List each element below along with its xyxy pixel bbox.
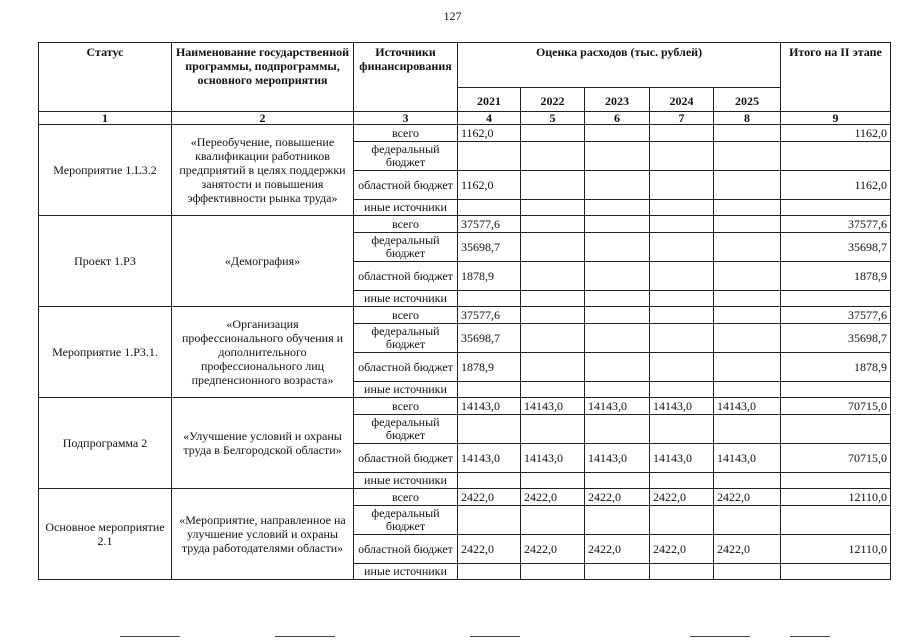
year-value bbox=[458, 473, 521, 489]
column-number: 5 bbox=[521, 112, 585, 125]
row-status: Мероприятие 1.L3.2 bbox=[39, 125, 172, 216]
year-value: 2422,0 bbox=[521, 535, 585, 564]
year-value bbox=[714, 125, 781, 142]
row-name: «Улучшение условий и охраны труда в Белгородской области» bbox=[172, 398, 354, 489]
year-value: 2422,0 bbox=[585, 489, 650, 506]
year-value bbox=[714, 262, 781, 291]
year-value bbox=[521, 262, 585, 291]
funding-source: областной бюджет bbox=[354, 353, 458, 382]
year-value bbox=[458, 142, 521, 171]
total-value: 1162,0 bbox=[781, 125, 891, 142]
funding-source: федеральный бюджет bbox=[354, 415, 458, 444]
year-value bbox=[585, 125, 650, 142]
year-value bbox=[650, 262, 714, 291]
funding-source: всего bbox=[354, 398, 458, 415]
year-value bbox=[650, 324, 714, 353]
column-numbers-row bbox=[39, 112, 891, 125]
total-value: 1878,9 bbox=[781, 353, 891, 382]
header-year: 2025 bbox=[714, 88, 781, 112]
year-value bbox=[521, 415, 585, 444]
header-expenses: Оценка расходов (тыс. рублей) bbox=[458, 43, 781, 88]
total-value bbox=[781, 473, 891, 489]
total-value bbox=[781, 415, 891, 444]
year-value bbox=[521, 564, 585, 580]
year-value: 2422,0 bbox=[650, 535, 714, 564]
table-row bbox=[39, 398, 891, 415]
year-value bbox=[521, 353, 585, 382]
total-value: 1878,9 bbox=[781, 262, 891, 291]
year-value bbox=[521, 216, 585, 233]
year-value bbox=[585, 262, 650, 291]
year-value: 35698,7 bbox=[458, 324, 521, 353]
funding-source: федеральный бюджет bbox=[354, 233, 458, 262]
year-value bbox=[585, 473, 650, 489]
header-name: Наименование государственной программы, подпрограммы, основного мероприятия bbox=[172, 43, 354, 112]
year-value bbox=[585, 142, 650, 171]
year-value bbox=[714, 324, 781, 353]
total-value: 12110,0 bbox=[781, 535, 891, 564]
year-value bbox=[458, 415, 521, 444]
column-number: 3 bbox=[354, 112, 458, 125]
year-value bbox=[650, 415, 714, 444]
header-year: 2023 bbox=[585, 88, 650, 112]
funding-source: иные источники bbox=[354, 473, 458, 489]
year-value bbox=[650, 291, 714, 307]
year-value bbox=[521, 324, 585, 353]
total-value: 70715,0 bbox=[781, 398, 891, 415]
expenses-table bbox=[38, 42, 891, 580]
year-value bbox=[521, 506, 585, 535]
row-status: Мероприятие 1.Р3.1. bbox=[39, 307, 172, 398]
funding-source: областной бюджет bbox=[354, 262, 458, 291]
year-value bbox=[521, 171, 585, 200]
year-value: 14143,0 bbox=[650, 398, 714, 415]
row-status: Проект 1.Р3 bbox=[39, 216, 172, 307]
year-value bbox=[650, 125, 714, 142]
funding-source: областной бюджет bbox=[354, 171, 458, 200]
total-value bbox=[781, 200, 891, 216]
year-value bbox=[585, 506, 650, 535]
year-value: 14143,0 bbox=[714, 398, 781, 415]
year-value bbox=[585, 216, 650, 233]
year-value: 14143,0 bbox=[521, 398, 585, 415]
year-value bbox=[585, 324, 650, 353]
year-value bbox=[521, 142, 585, 171]
total-value: 12110,0 bbox=[781, 489, 891, 506]
year-value bbox=[458, 291, 521, 307]
year-value bbox=[650, 171, 714, 200]
total-value bbox=[781, 506, 891, 535]
funding-source: областной бюджет bbox=[354, 535, 458, 564]
row-status: Подпрограмма 2 bbox=[39, 398, 172, 489]
year-value: 2422,0 bbox=[714, 489, 781, 506]
header-year: 2022 bbox=[521, 88, 585, 112]
year-value bbox=[714, 291, 781, 307]
column-number: 2 bbox=[172, 112, 354, 125]
year-value: 37577,6 bbox=[458, 307, 521, 324]
column-number: 9 bbox=[781, 112, 891, 125]
year-value bbox=[458, 200, 521, 216]
year-value bbox=[521, 382, 585, 398]
total-value bbox=[781, 382, 891, 398]
table-row bbox=[39, 125, 891, 142]
year-value bbox=[714, 200, 781, 216]
table-row bbox=[39, 307, 891, 324]
year-value bbox=[458, 564, 521, 580]
column-number: 7 bbox=[650, 112, 714, 125]
year-value: 1878,9 bbox=[458, 353, 521, 382]
year-value bbox=[585, 307, 650, 324]
year-value bbox=[650, 506, 714, 535]
year-value bbox=[585, 291, 650, 307]
row-name: «Демография» bbox=[172, 216, 354, 307]
year-value bbox=[714, 564, 781, 580]
year-value: 14143,0 bbox=[521, 444, 585, 473]
year-value bbox=[650, 564, 714, 580]
year-value bbox=[714, 415, 781, 444]
row-name: «Переобучение, повышение квалификации работников предприятий в целях поддержки занятости и повышения эффективности рынка труда» bbox=[172, 125, 354, 216]
total-value: 35698,7 bbox=[781, 233, 891, 262]
year-value: 1162,0 bbox=[458, 171, 521, 200]
year-value bbox=[585, 171, 650, 200]
column-number: 1 bbox=[39, 112, 172, 125]
year-value bbox=[714, 307, 781, 324]
year-value bbox=[650, 382, 714, 398]
total-value: 35698,7 bbox=[781, 324, 891, 353]
column-number: 6 bbox=[585, 112, 650, 125]
year-value: 1162,0 bbox=[458, 125, 521, 142]
year-value: 14143,0 bbox=[585, 398, 650, 415]
year-value bbox=[521, 473, 585, 489]
funding-source: иные источники bbox=[354, 291, 458, 307]
year-value bbox=[714, 233, 781, 262]
year-value bbox=[585, 353, 650, 382]
year-value bbox=[650, 142, 714, 171]
year-value bbox=[650, 307, 714, 324]
page-number: 127 bbox=[443, 9, 462, 23]
total-value bbox=[781, 564, 891, 580]
funding-source: всего bbox=[354, 307, 458, 324]
year-value bbox=[714, 142, 781, 171]
year-value bbox=[521, 233, 585, 262]
year-value: 37577,6 bbox=[458, 216, 521, 233]
table-row bbox=[39, 489, 891, 506]
header-status: Статус bbox=[39, 43, 172, 112]
year-value bbox=[458, 382, 521, 398]
year-value bbox=[585, 564, 650, 580]
table-row bbox=[39, 216, 891, 233]
funding-source: всего bbox=[354, 125, 458, 142]
year-value: 2422,0 bbox=[458, 489, 521, 506]
year-value bbox=[650, 353, 714, 382]
row-name: «Мероприятие, направленное на улучшение условий и охраны труда работодателями области» bbox=[172, 489, 354, 580]
row-name: «Организация профессионального обучения и дополнительного профессионального лиц предпенсионного возраста» bbox=[172, 307, 354, 398]
year-value bbox=[714, 473, 781, 489]
year-value bbox=[714, 353, 781, 382]
year-value bbox=[458, 506, 521, 535]
column-number: 8 bbox=[714, 112, 781, 125]
year-value: 35698,7 bbox=[458, 233, 521, 262]
year-value bbox=[714, 216, 781, 233]
bottom-rule-fragments bbox=[0, 634, 905, 640]
year-value: 14143,0 bbox=[585, 444, 650, 473]
header-year: 2024 bbox=[650, 88, 714, 112]
header-year: 2021 bbox=[458, 88, 521, 112]
year-value bbox=[585, 415, 650, 444]
year-value: 14143,0 bbox=[458, 444, 521, 473]
year-value bbox=[585, 233, 650, 262]
row-status: Основное мероприятие 2.1 bbox=[39, 489, 172, 580]
year-value: 2422,0 bbox=[585, 535, 650, 564]
funding-source: иные источники bbox=[354, 382, 458, 398]
year-value bbox=[650, 216, 714, 233]
year-value bbox=[585, 200, 650, 216]
year-value: 14143,0 bbox=[714, 444, 781, 473]
funding-source: всего bbox=[354, 489, 458, 506]
year-value: 14143,0 bbox=[650, 444, 714, 473]
year-value bbox=[521, 200, 585, 216]
year-value: 2422,0 bbox=[521, 489, 585, 506]
year-value bbox=[650, 200, 714, 216]
funding-source: областной бюджет bbox=[354, 444, 458, 473]
year-value bbox=[521, 307, 585, 324]
year-value bbox=[714, 171, 781, 200]
funding-source: иные источники bbox=[354, 564, 458, 580]
funding-source: федеральный бюджет bbox=[354, 506, 458, 535]
total-value: 70715,0 bbox=[781, 444, 891, 473]
year-value bbox=[521, 125, 585, 142]
year-value bbox=[521, 291, 585, 307]
year-value: 2422,0 bbox=[458, 535, 521, 564]
total-value: 37577,6 bbox=[781, 307, 891, 324]
year-value bbox=[714, 506, 781, 535]
total-value bbox=[781, 142, 891, 171]
funding-source: федеральный бюджет bbox=[354, 142, 458, 171]
header-sources: Источники финансирования bbox=[354, 43, 458, 112]
total-value: 1162,0 bbox=[781, 171, 891, 200]
year-value bbox=[650, 473, 714, 489]
funding-source: федеральный бюджет bbox=[354, 324, 458, 353]
year-value bbox=[650, 233, 714, 262]
total-value bbox=[781, 291, 891, 307]
header-total: Итого на II этапе bbox=[781, 43, 891, 112]
year-value: 1878,9 bbox=[458, 262, 521, 291]
year-value: 2422,0 bbox=[714, 535, 781, 564]
total-value: 37577,6 bbox=[781, 216, 891, 233]
funding-source: всего bbox=[354, 216, 458, 233]
year-value: 14143,0 bbox=[458, 398, 521, 415]
column-number: 4 bbox=[458, 112, 521, 125]
funding-source: иные источники bbox=[354, 200, 458, 216]
year-value bbox=[585, 382, 650, 398]
year-value bbox=[714, 382, 781, 398]
year-value: 2422,0 bbox=[650, 489, 714, 506]
